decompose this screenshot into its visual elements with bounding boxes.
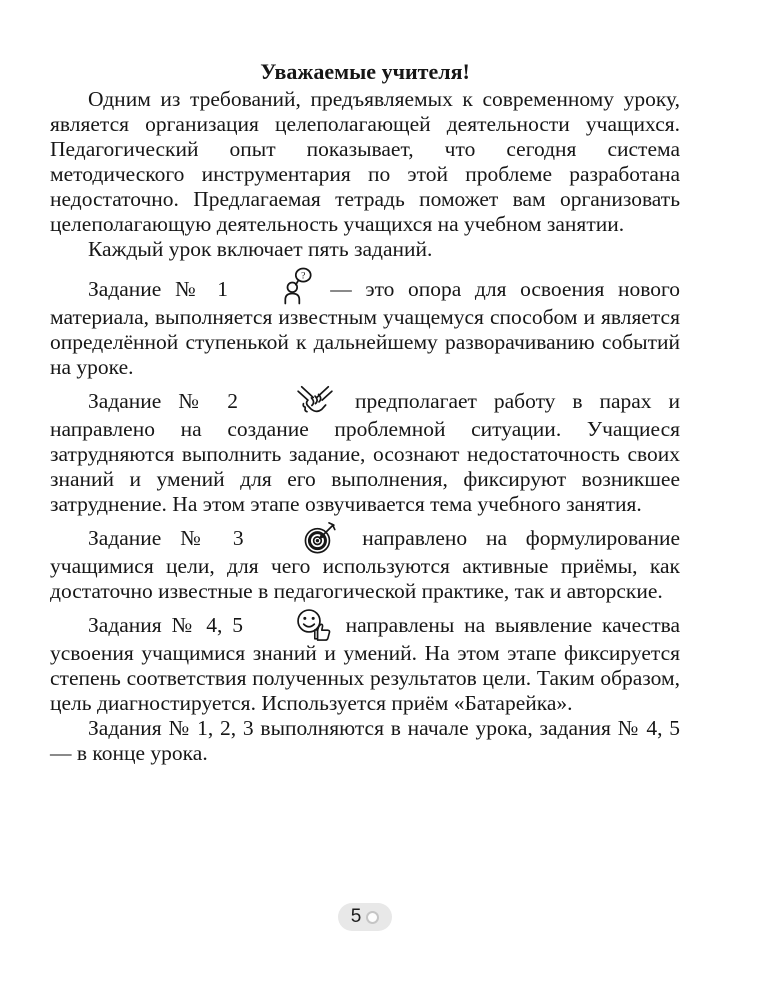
handshake-icon	[259, 385, 333, 417]
paragraph-task-3	[50, 522, 680, 604]
task-4-5-text: направлены на выявление качества усвоения учащимися знаний и умений. На этом этапе фиксируется степень соответствия полученных результатов цели. Таким образом, цель диагностируется. Используется приём «Батарейка».	[50, 613, 681, 715]
paragraph-task-1	[50, 267, 680, 380]
target-dart-icon	[266, 522, 338, 554]
task-1-lead: Задание № 1	[88, 277, 229, 301]
svg-text:?: ?	[300, 270, 306, 282]
smiley-thumbs-up-icon	[257, 609, 331, 641]
page-indicator-pill[interactable]	[338, 903, 392, 931]
task-2-lead: Задание № 2	[88, 389, 239, 413]
paragraph-task-2	[50, 385, 680, 517]
paragraph-intro: Одним из требований, предъявляемых к современному уроку, является организация целеполагающей деятельности учащихся. Педагогический опыт показывает, что сегодня система методического инструментария по этой проблеме разработана недостаточно. Предлагаемая тетрадь поможет вам организовать целеполагающую деятельность учащихся на учебном занятии.	[50, 87, 680, 236]
paragraph-every-lesson: Каждый урок включает пять заданий.	[88, 237, 433, 261]
page-title: Уважаемые учителя!	[260, 59, 470, 84]
paragraph-task-4-5	[50, 609, 680, 716]
person-question-icon	[246, 267, 312, 305]
progress-circle-icon	[366, 911, 379, 924]
paragraph-closing: Задания № 1, 2, 3 выполняются в начале урока, задания № 4, 5 — в конце урока.	[50, 716, 680, 765]
book-page	[50, 58, 680, 766]
task-3-lead: Задание № 3	[88, 526, 244, 550]
task-3-text: направлено на формулирование учащимися цели, для чего используются активные приёмы, как достаточно известные в педагогической практике, так и авторские.	[50, 526, 681, 603]
task-2-text: предполагает работу в парах и направлено на создание проблемной ситуации. Учащиеся затрудняются выполнить задание, осознают недостаточность своих знаний и умений для его выполнения, фиксируют возникшее затруднение. На этом этапе озвучивается тема учебного занятия.	[50, 389, 680, 516]
task-1-text: — это опора для освоения нового материала, выполняется известным учащемуся способом и является определённой ступенькой к дальнейшему разворачиванию событий на уроке.	[50, 277, 681, 379]
page-number: 5	[350, 906, 362, 927]
task-4-5-lead: Задания № 4, 5	[88, 613, 243, 637]
